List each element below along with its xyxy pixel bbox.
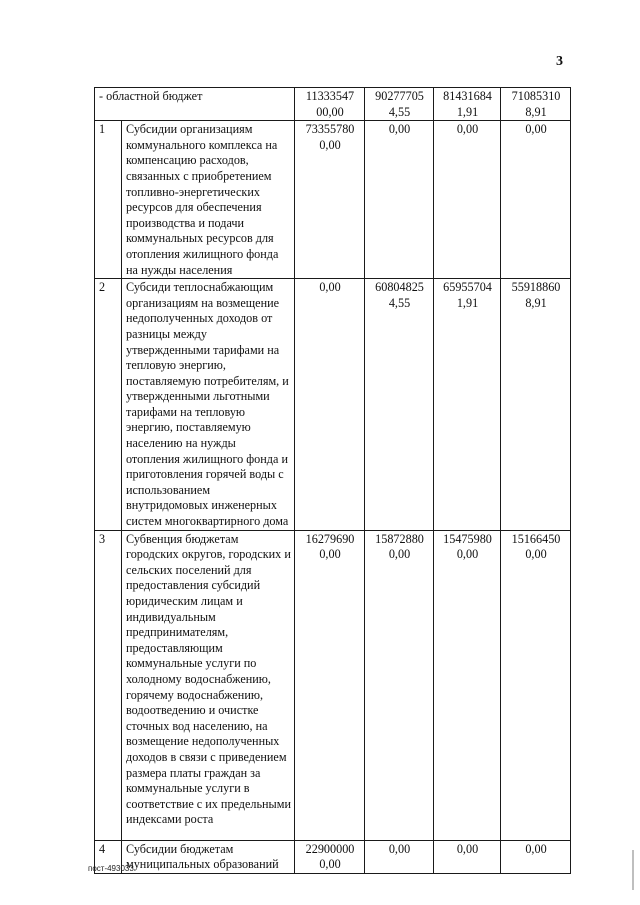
document-footer-code: пост-493033 <box>88 864 134 873</box>
row-value-2: 0,00 <box>365 840 434 873</box>
row-index: 2 <box>95 279 122 531</box>
row-value-4: 0,00 <box>501 840 571 873</box>
table-row <box>95 121 571 279</box>
regional-budget-label: - областной бюджет <box>95 88 295 121</box>
row-value-3: 0,00 <box>434 840 501 873</box>
row-value-3: 65955704 1,91 <box>434 279 501 531</box>
row-value-1: 73355780 0,00 <box>295 121 365 279</box>
table-row-regional-budget <box>95 88 571 121</box>
regional-budget-value-4: 71085310 8,91 <box>501 88 571 121</box>
row-value-2: 0,00 <box>365 121 434 279</box>
regional-budget-value-1: 11333547 00,00 <box>295 88 365 121</box>
row-value-4: 0,00 <box>501 121 571 279</box>
row-name: Субсиди теплоснабжающим организациям на возмещение недополученных доходов от разницы между утвержденными тарифами на тепловую энергию, поставляемую потребителям, и утвержденными льготными тарифами на тепловую энергию, поставляемую населению на нужды отопления жилищного фонда и приготовления горячей воды с использованием внутридомовых инженерных систем многоквартирного дома <box>122 279 295 531</box>
row-value-3: 15475980 0,00 <box>434 530 501 840</box>
row-name: Субсидии организациям коммунального комплекса на компенсацию расходов, связанных с приобретением топливно-энергетических ресурсов для обеспечения производства и подачи коммунальных ресурсов для отопления жилищного фонда на нужды населения <box>122 121 295 279</box>
table-row <box>95 279 571 531</box>
row-index: 3 <box>95 530 122 840</box>
row-value-2: 60804825 4,55 <box>365 279 434 531</box>
row-value-1: 22900000 0,00 <box>295 840 365 873</box>
regional-budget-value-3: 81431684 1,91 <box>434 88 501 121</box>
row-name: Субсидии бюджетам муниципальных образований <box>122 840 295 873</box>
row-value-4: 55918860 8,91 <box>501 279 571 531</box>
table-row <box>95 840 571 873</box>
row-value-1: 16279690 0,00 <box>295 530 365 840</box>
row-name: Субвенция бюджетам городских округов, городских и сельских поселений для предоставления субсидий юридическим лицам и индивидуальным предпринимателям, предоставляющим коммунальные услуги по холодному водоснабжению, горячему водоснабжению, водоотведению и очистке сточных вод населению, на возмещение недополученных доходов в связи с приведением размера платы граждан за коммунальные услуги в соответствие с их предельными индексами роста <box>122 530 295 840</box>
row-value-2: 15872880 0,00 <box>365 530 434 840</box>
row-index: 4 <box>95 840 122 873</box>
page-number: 3 <box>556 54 563 69</box>
scan-edge-mark <box>632 850 634 890</box>
row-value-4: 15166450 0,00 <box>501 530 571 840</box>
row-value-3: 0,00 <box>434 121 501 279</box>
row-value-1: 0,00 <box>295 279 365 531</box>
budget-table <box>94 87 571 874</box>
table-row <box>95 530 571 840</box>
regional-budget-value-2: 90277705 4,55 <box>365 88 434 121</box>
row-index: 1 <box>95 121 122 279</box>
